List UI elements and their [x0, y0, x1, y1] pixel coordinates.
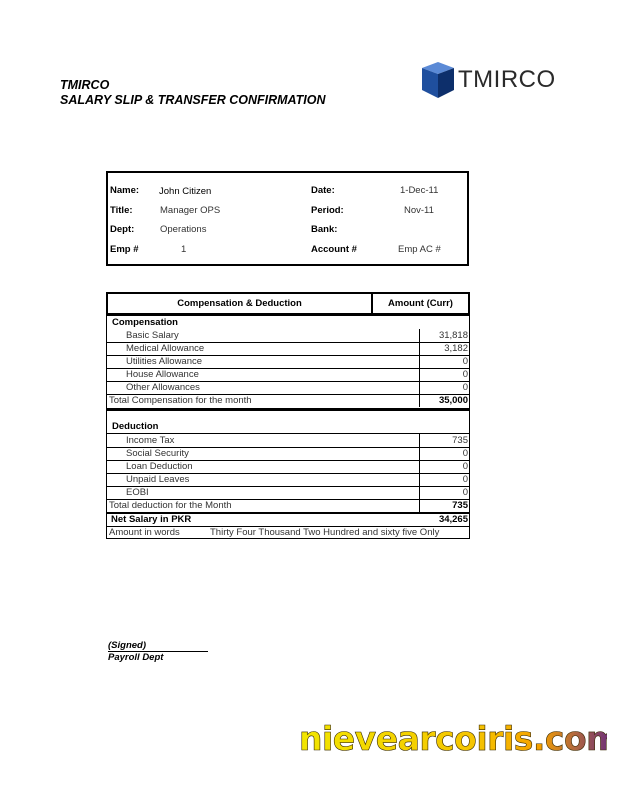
deduction-heading: Deduction [112, 421, 159, 432]
employee-info-box [106, 171, 469, 266]
emp-label: Emp # [110, 244, 139, 255]
table-row [106, 460, 470, 474]
table-row [106, 355, 470, 369]
net-salary-row [106, 513, 470, 527]
item-label: House Allowance [126, 369, 199, 380]
item-label: Utilities Allowance [126, 356, 203, 367]
item-label: Unpaid Leaves [126, 474, 190, 485]
total-deduction-label: Total deduction for the Month [109, 500, 232, 511]
header-compensation-deduction: Compensation & Deduction [106, 292, 373, 315]
table-row [106, 329, 470, 343]
item-amount: 0 [419, 355, 470, 368]
watermark-graphic [297, 716, 607, 760]
total-compensation-value: 35,000 [419, 394, 470, 407]
item-label: Social Security [126, 448, 189, 459]
net-salary-label: Net Salary in PKR [111, 514, 192, 525]
company-name: TMIRCO [60, 78, 110, 92]
period-value: Nov-11 [404, 205, 434, 216]
item-label: EOBI [126, 487, 149, 498]
table-row [106, 447, 470, 461]
logo-wordmark: TMIRCO [458, 66, 556, 93]
table-row [106, 381, 470, 395]
dept-label: Dept: [110, 224, 135, 235]
document-title: SALARY SLIP & TRANSFER CONFIRMATION [60, 93, 326, 107]
total-deduction-row [106, 499, 470, 514]
total-compensation-label: Total Compensation for the month [109, 395, 252, 406]
amount-words-label: Amount in words [109, 527, 180, 538]
bank-label: Bank: [311, 224, 338, 235]
account-value: Emp AC # [398, 244, 441, 255]
table-row [106, 434, 470, 448]
item-amount: 0 [419, 486, 470, 499]
dept-value: Operations [160, 224, 207, 235]
table-row [106, 368, 470, 382]
amount-words-value: Thirty Four Thousand Two Hundred and sixty five Only [210, 527, 440, 538]
watermark [297, 716, 607, 769]
name-value: John Citizen [159, 186, 212, 197]
item-label: Basic Salary [126, 330, 179, 341]
item-amount: 735 [419, 434, 470, 447]
deduction-heading-row [106, 420, 470, 433]
table-row [106, 342, 470, 356]
account-label: Account # [311, 244, 357, 255]
net-salary-value: 34,265 [438, 514, 468, 525]
emp-value: 1 [181, 244, 187, 255]
item-amount: 0 [419, 381, 470, 394]
total-deduction-value: 735 [419, 499, 470, 512]
item-amount: 0 [419, 368, 470, 381]
table-row [106, 486, 470, 500]
payroll-dept-label: Payroll Dept [108, 652, 164, 663]
item-amount: 0 [419, 473, 470, 486]
name-label: Name: [110, 185, 140, 196]
section-divider [106, 410, 470, 411]
signed-label: (Signed) [108, 640, 146, 651]
table-row [106, 473, 470, 487]
date-value: 1-Dec-11 [400, 185, 439, 196]
item-amount: 31,818 [419, 329, 470, 342]
title-label: Title: [110, 205, 133, 216]
item-label: Income Tax [126, 435, 175, 446]
period-label: Period: [311, 205, 344, 216]
item-amount: 0 [419, 460, 470, 473]
item-amount: 0 [419, 447, 470, 460]
item-amount: 3,182 [419, 342, 470, 355]
compensation-heading: Compensation [112, 317, 178, 328]
item-label: Medical Allowance [126, 343, 205, 354]
watermark-text: nievearcoiris.com [299, 719, 607, 758]
cube-logo-icon [420, 60, 460, 100]
total-compensation-row [106, 394, 470, 410]
date-label: Date: [311, 185, 335, 196]
compensation-heading-row [106, 316, 470, 329]
header-amount: Amount (Curr) [371, 292, 470, 315]
item-label: Loan Deduction [126, 461, 193, 472]
amount-in-words-row [106, 526, 470, 539]
item-label: Other Allowances [126, 382, 200, 393]
title-value: Manager OPS [160, 205, 221, 216]
